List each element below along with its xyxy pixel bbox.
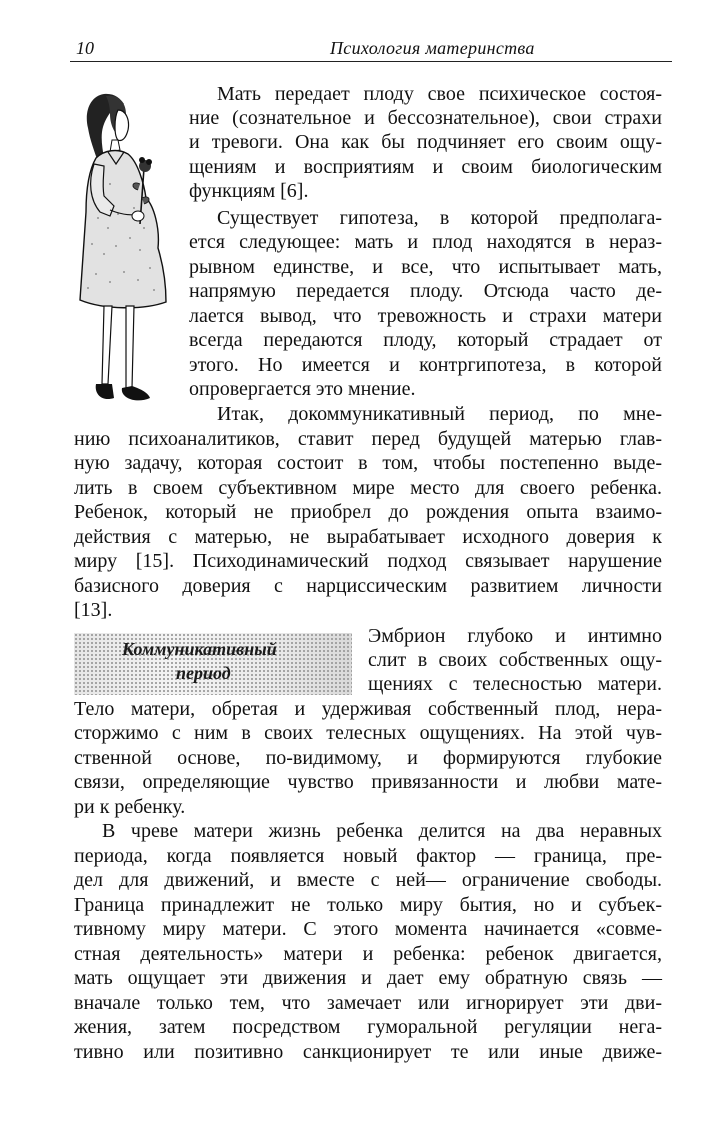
text-line: щениях с телесностью матери. — [368, 673, 662, 695]
text-line: Мать передает плоду свое психическое состоя- — [217, 83, 662, 105]
pregnant-woman-drawing — [74, 88, 174, 418]
text-line: Эмбрион глубоко и интимно — [368, 625, 662, 647]
text-line: мать ощущает эти движения и дает ему обратную связь — — [74, 967, 662, 989]
text-line: стная деятельность» матери и ребенка: ребенок двигается, — [74, 943, 662, 965]
text-line: ную задачу, которая состоит в том, чтобы постепенно выде- — [74, 452, 662, 474]
text-line: тивному миру матери. С этого момента начинается «совме- — [74, 918, 662, 940]
text-line: миру [15]. Психодинамический подход связывает нарушение — [74, 550, 662, 572]
text-line: этого. Но имеется и контргипотеза, в которой — [189, 354, 662, 376]
text-line: ется следующее: мать и плод находятся в нераз- — [189, 231, 662, 253]
text-line: напрямую передается плоду. Отсюда часто де- — [189, 280, 662, 302]
page-number: 10 — [76, 38, 94, 58]
text-line: [13]. — [74, 599, 113, 621]
text-line: ри к ребенку. — [74, 796, 186, 818]
text-line: функциям [6]. — [189, 180, 309, 202]
text-line: рывном единстве, и все, что испытывает мать, — [189, 256, 662, 278]
header-rule — [70, 61, 672, 62]
text-line: периода, когда появляется новый фактор — граница, пре- — [74, 845, 662, 867]
running-title: Психология материнства — [330, 38, 535, 58]
text-line: тивно или позитивно санкционирует те или иные движе- — [74, 1041, 662, 1063]
text-line: жения, затем посредством гуморальной регуляции нега- — [74, 1016, 662, 1038]
text-line: вначале только тем, что замечает или игнорирует эти дви- — [74, 992, 662, 1014]
text-line: Граница принадлежит не только миру бытия, но и субъек- — [74, 894, 662, 916]
text-line: лить в своем субъективном мире место для своего ребенка. — [74, 477, 662, 499]
text-line: лается вывод, что тревожность и страхи матери — [189, 305, 662, 327]
text-line: и тревоги. Она как бы подчиняет его своим ощу- — [189, 131, 662, 153]
text-line: связи, определяющие чувство привязанности и любви мате- — [74, 771, 662, 793]
text-line: слит в своих собственных ощу- — [368, 649, 662, 671]
text-line: В чреве матери жизнь ребенка делится на два неравных — [102, 820, 662, 842]
text-line: опровергается это мнение. — [189, 378, 416, 400]
text-line: Тело матери, обретая и удерживая собственный плод, нера- — [74, 698, 662, 720]
text-line: нию психоаналитиков, ставит перед будущей матерью глав- — [74, 428, 662, 450]
section-label-box — [74, 633, 352, 695]
text-line: ственной основе, по-видимому, и формируются глубокие — [74, 747, 662, 769]
running-head — [70, 36, 670, 60]
text-line: Существует гипотеза, в которой предполага- — [217, 207, 662, 229]
text-line: сторжимо с ним в своих телесных ощущениях. На этой чув- — [74, 722, 662, 744]
text-line: ние (сознательное и бессознательное), свои страхи — [189, 107, 662, 129]
pregnant-woman-illustration — [74, 88, 174, 418]
text-line: базисного доверия с нарциссическим развитием личности — [74, 575, 662, 597]
text-line: Ребенок, который не приобрел до рождения опыта взаимо- — [74, 501, 662, 523]
section-label-line: период — [176, 663, 231, 683]
text-line: Итак, докоммуникативный период, по мне- — [217, 403, 662, 425]
text-line: щениям и восприятиям и своим биологическим — [189, 156, 662, 178]
text-line: действия с матерью, не вырабатывает исходного доверия к — [74, 526, 662, 548]
text-line: дел для движений, и вместе с ней— ограничение свободы. — [74, 869, 662, 891]
section-label-line: Коммуникативный — [122, 639, 277, 659]
text-line: всегда передаются плоду, который страдает от — [189, 329, 662, 351]
